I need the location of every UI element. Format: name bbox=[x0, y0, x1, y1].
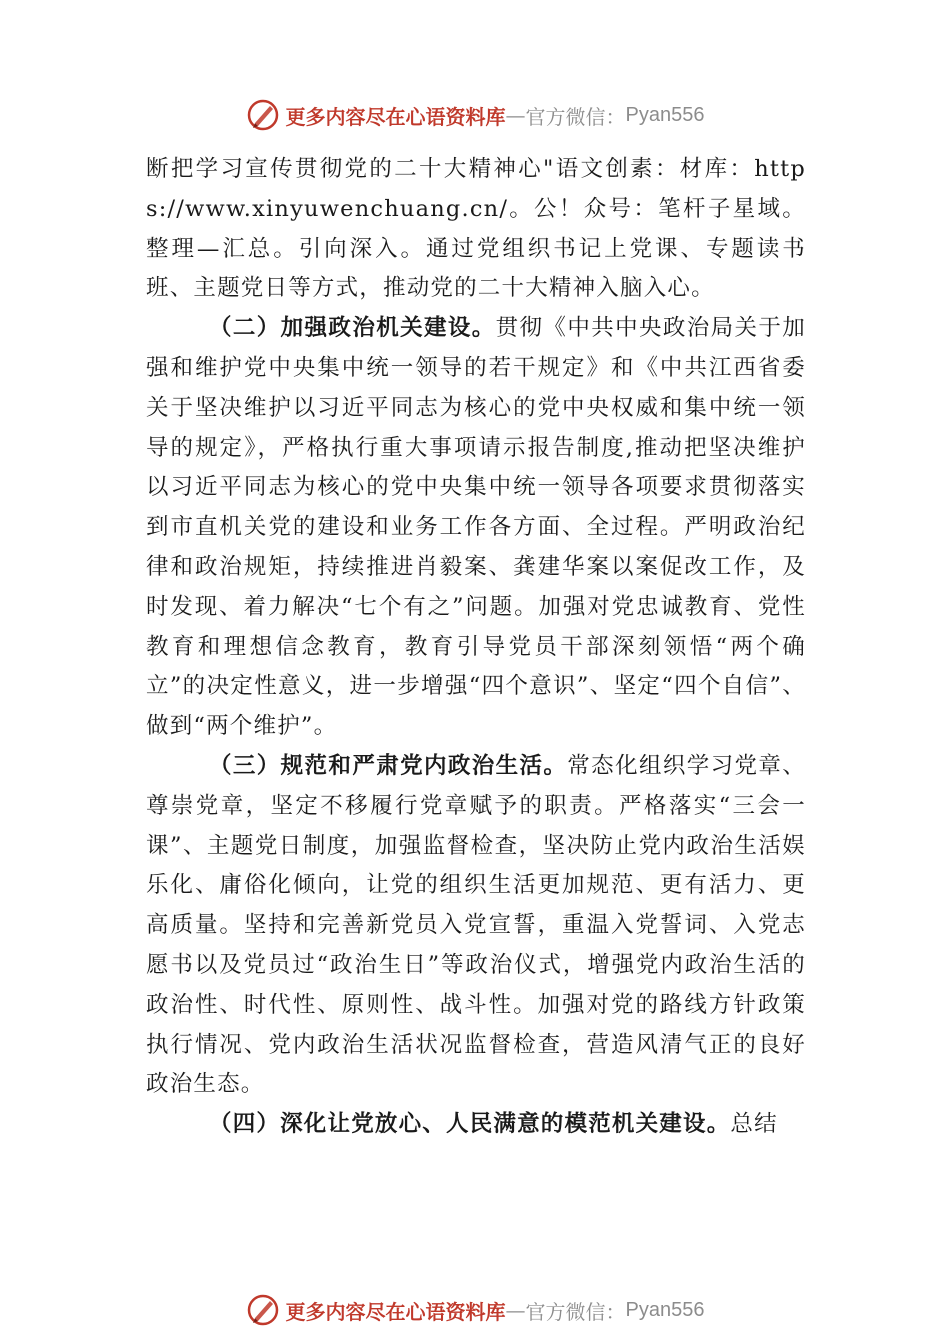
paragraph-text: 断把学习宣传贯彻党的二十大精神心"语文创素：材库：https://www.xinyuwenchuang.cn/。公！众号：笔杆子星域。整理—汇总。引向深入。通过党组织书记上党课、专题读书班、主题党日等方式，推动党的二十大精神入脑入心。 bbox=[146, 156, 806, 302]
footer-banner bbox=[0, 1290, 950, 1330]
paragraph-text: 贯彻《中共中央政治局关于加强和维护党中央集中统一领导的若干规定》和《中共江西省委关于坚决维护以习近平同志为核心的党中央权威和集中统一领导的规定》，严格执行重大事项请示报告制度,推动把坚决维护以习近平同志为核心的党中央集中统一领导各项要求贯彻落实到市直机关党的建设和业务工作各方面、全过程。严明政治纪律和政治规矩，持续推进肖毅案、龚建华案以案促改工作，及时发现、着力解决“七个有之”问题。加强对党忠诚教育、党性教育和理想信念教育，教育引导党员干部深刻领悟“两个确立”的决定性意义，进一步增强“四个意识”、坚定“四个自信”、做到“两个维护”。 bbox=[146, 315, 806, 740]
section-heading: （四）深化让党放心、人民满意的模范机关建设。 bbox=[209, 1111, 731, 1138]
paragraph-continuation bbox=[146, 150, 806, 309]
document-body bbox=[146, 150, 806, 1145]
section-heading: （三）规范和严肃党内政治生活。 bbox=[209, 752, 568, 779]
header-wechat-label: 官方微信： bbox=[525, 104, 626, 129]
footer-wechat-handle: Pyan556 bbox=[625, 1298, 705, 1321]
footer-wechat-label: 官方微信： bbox=[525, 1299, 626, 1324]
paragraph-text: 常态化组织学习党章、尊崇党章，坚定不移履行党章赋予的职责。严格落实“三会一课”、主题党日制度，加强监督检查，坚决防止党内政治生活娱乐化、庸俗化倾向，让党的组织生活更加规范、更有活力、更高质量。坚持和完善新党员入党宣誓，重温入党誓词、入党志愿书以及党员过“政治生日”等政治仪式，增强党内政治生活的政治性、时代性、原则性、战斗性。加强对党的路线方针政策执行情况、党内政治生活状况监督检查，营造风清气正的良好政治生态。 bbox=[146, 752, 806, 1098]
header-dash: — bbox=[505, 103, 526, 127]
header-wechat-handle: Pyan556 bbox=[625, 103, 705, 126]
paragraph-section-3 bbox=[146, 747, 806, 1105]
paragraph-section-4 bbox=[146, 1105, 806, 1145]
header-banner bbox=[0, 95, 950, 135]
paragraph-text: 总结 bbox=[730, 1111, 778, 1138]
footer-site-text: 更多内容尽在心语资料库 bbox=[285, 1299, 506, 1324]
header-site-text: 更多内容尽在心语资料库 bbox=[285, 104, 506, 129]
pen-logo-icon bbox=[246, 98, 280, 132]
footer-dash: — bbox=[505, 1298, 526, 1322]
section-heading: （二）加强政治机关建设。 bbox=[209, 315, 496, 342]
paragraph-section-2 bbox=[146, 309, 806, 747]
pen-logo-icon bbox=[246, 1293, 280, 1327]
